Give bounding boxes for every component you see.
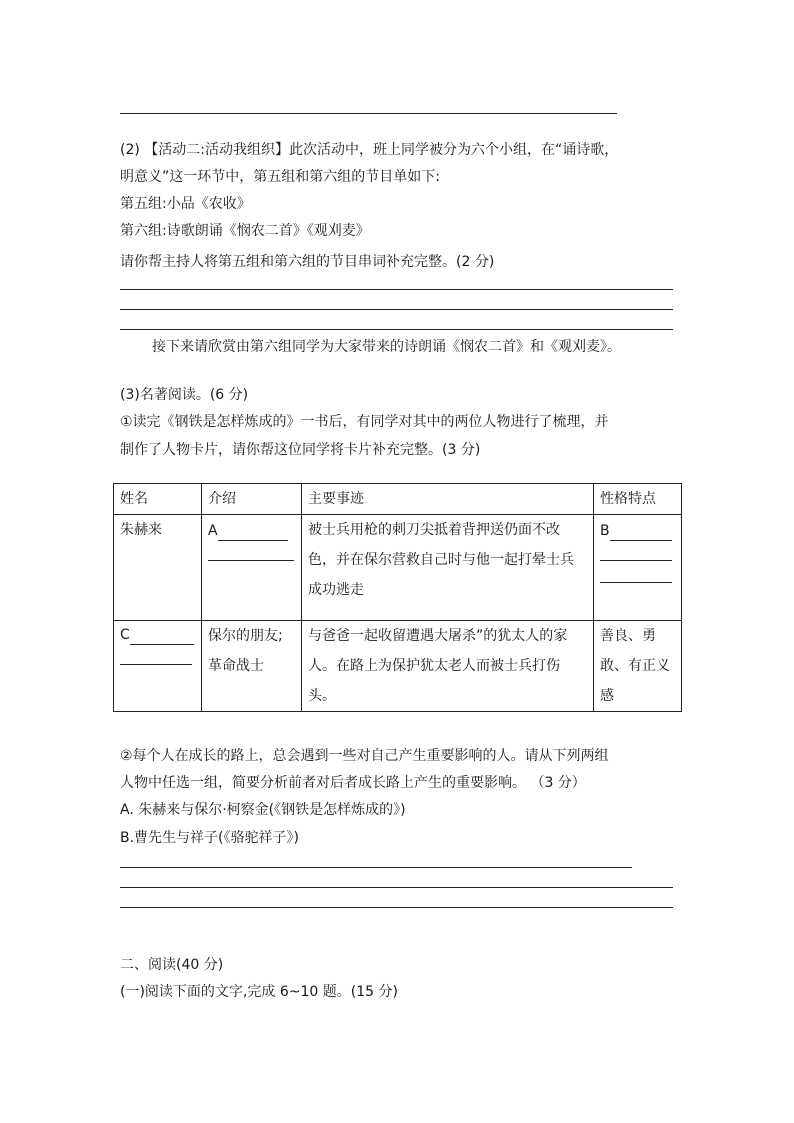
q2-group6: 第六组:诗歌朗诵《悯农二首》《观刈麦》 bbox=[120, 223, 370, 239]
section2-title: 二、阅读(40 分) bbox=[120, 957, 224, 973]
q2-answer-line-3 bbox=[120, 329, 673, 330]
row2-trait: 善良、勇敢、有正义感 bbox=[594, 621, 682, 712]
header-trait: 性格特点 bbox=[594, 484, 682, 515]
answer-line-top bbox=[120, 113, 617, 114]
row2-name-blank[interactable] bbox=[114, 621, 202, 712]
q2-answer-line-2 bbox=[120, 309, 673, 310]
table-header-row bbox=[114, 484, 682, 515]
blank-a-label: A bbox=[208, 523, 218, 539]
q2-answer-line-1 bbox=[120, 289, 673, 290]
q3-answer-line-3 bbox=[120, 907, 673, 908]
q3-answer-line-1 bbox=[120, 867, 632, 868]
header-deeds: 主要事迹 bbox=[302, 484, 594, 515]
header-intro: 介绍 bbox=[202, 484, 302, 515]
blank-b-label: B bbox=[600, 523, 610, 539]
section2-sub1: (一)阅读下面的文字,完成 6~10 题。(15 分) bbox=[120, 984, 398, 1000]
table-row bbox=[114, 621, 682, 712]
row1-name: 朱赫来 bbox=[114, 515, 202, 621]
row1-intro-blank[interactable] bbox=[202, 515, 302, 621]
q2-group5: 第五组:小品《农收》 bbox=[120, 196, 251, 212]
q3-sub2-line2: 人物中任选一组，简要分析前者对后者成长路上产生的重要影响。 （3 分） bbox=[120, 775, 586, 791]
row1-deeds: 被士兵用枪的刺刀尖抵着背押送仍面不改色，并在保尔营救自己时与他一起打晕士兵成功逃走 bbox=[302, 515, 594, 621]
q2-tail: 接下来请欣赏由第六组同学为大家带来的诗朗诵《悯农二首》和《观刈麦》。 bbox=[152, 339, 621, 355]
q3-sub2-line1: ②每个人在成长的路上，总会遇到一些对自己产生重要影响的人。请从下列两组 bbox=[120, 748, 609, 764]
q3-answer-line-2 bbox=[120, 887, 673, 888]
q3-sub1-line1: ①读完《钢铁是怎样炼成的》一书后，有同学对其中的两位人物进行了梳理，并 bbox=[120, 414, 609, 430]
row2-deeds: 与爸爸一起收留遭遇大屠杀”的犹太人的家人。在路上为保护犹太老人而被士兵打伤头。 bbox=[302, 621, 594, 712]
table-row bbox=[114, 515, 682, 621]
q3-title: (3)名著阅读。(6 分) bbox=[120, 387, 249, 403]
blank-c-label: C bbox=[120, 627, 130, 643]
q3-sub1-line2: 制作了人物卡片，请你帮这位同学将卡片补充完整。(3 分) bbox=[120, 442, 481, 458]
q3-option-b: B.曹先生与祥子(《骆驼祥子》) bbox=[120, 830, 299, 846]
q2-line1: (2) 【活动二:活动我组织】此次活动中，班上同学被分为六个小组，在“诵诗歌， bbox=[120, 142, 619, 158]
q2-prompt: 请你帮主持人将第五组和第六组的节目串词补充完整。(2 分) bbox=[120, 254, 495, 270]
row1-trait-blank[interactable] bbox=[594, 515, 682, 621]
q2-line2: 明意义”这一环节中，第五组和第六组的节目单如下: bbox=[120, 169, 440, 185]
character-card-table bbox=[113, 483, 682, 712]
row2-intro: 保尔的朋友;革命战士 bbox=[202, 621, 302, 712]
header-name: 姓名 bbox=[114, 484, 202, 515]
q3-option-a: A. 朱赫来与保尔·柯察金(《钢铁是怎样炼成的》) bbox=[120, 802, 406, 818]
